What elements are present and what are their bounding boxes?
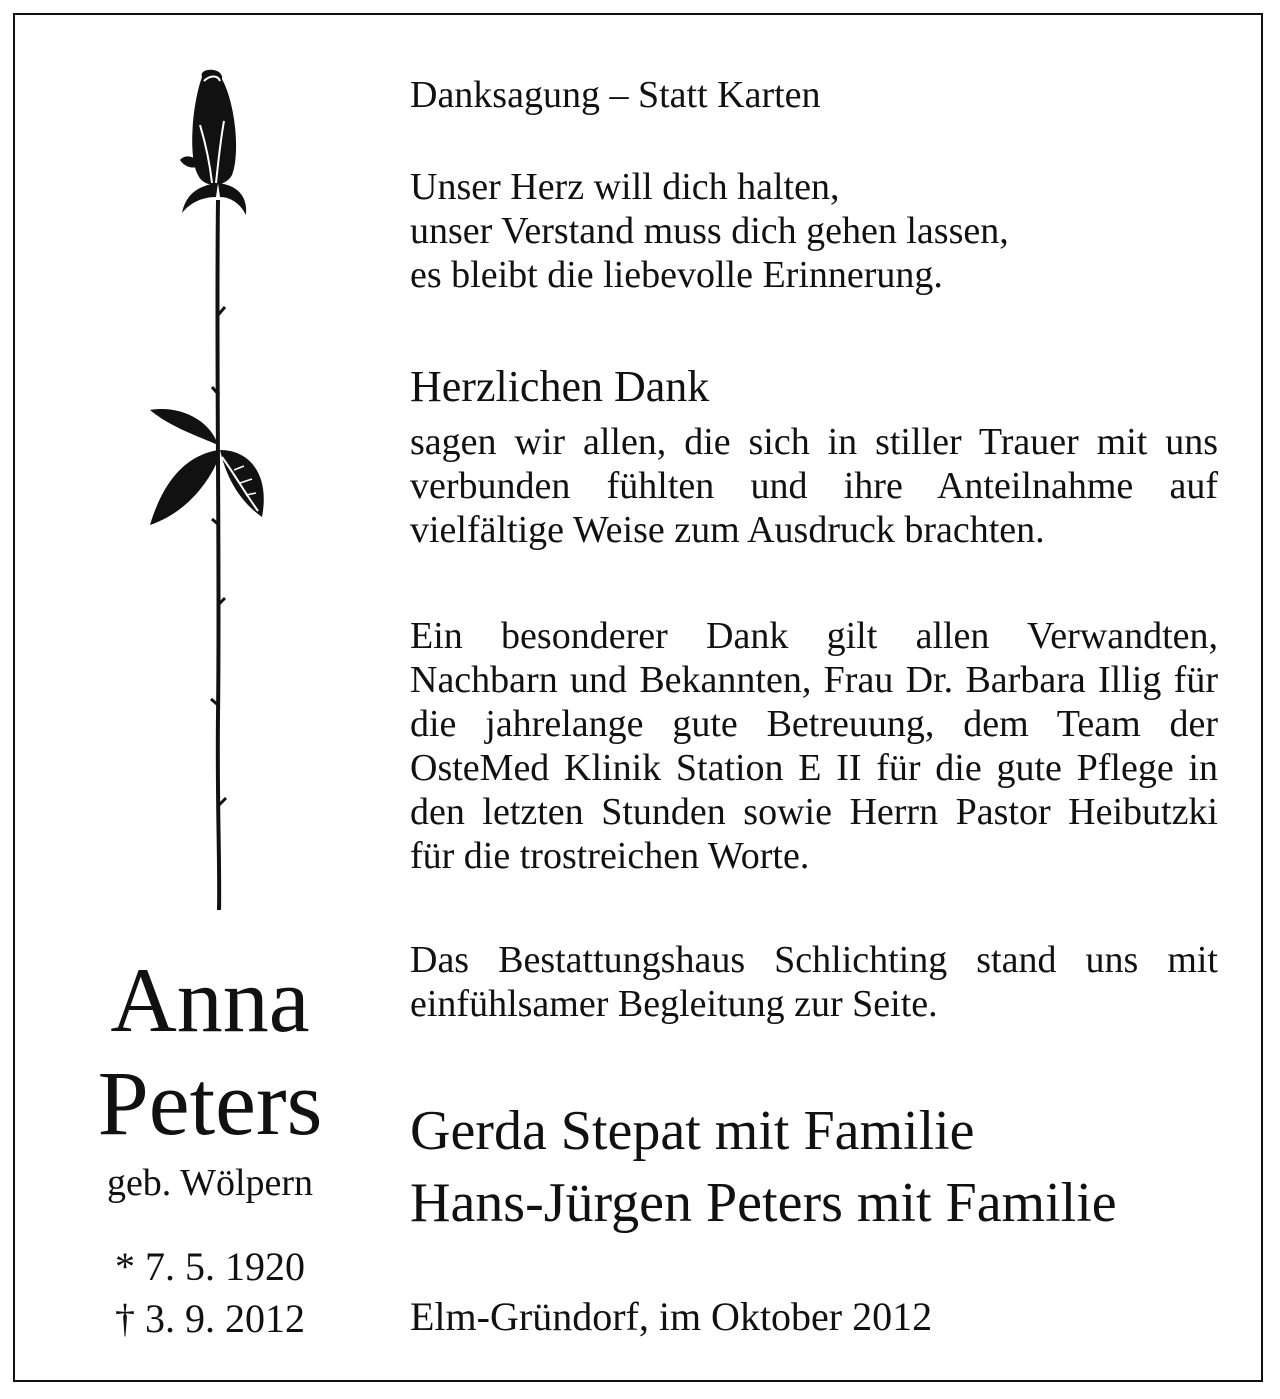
maiden-name: geb. Wölpern: [106, 1162, 314, 1204]
thanks-paragraph-1: sagen wir allen, die sich in stiller Trauer mit uns verbunden fühlten und ihre Anteilnahme auf vielfältige Weise zum Ausdruck brachten.: [410, 421, 1218, 551]
poem-line: Unser Herz will dich halten,: [410, 166, 840, 208]
thanks-title: Herzlichen Dank: [410, 362, 710, 411]
signature-line: Gerda Stepat mit Familie: [410, 1100, 975, 1162]
deceased-first-name: Anna: [110, 949, 310, 1051]
thanks-paragraph-2: Ein besonderer Dank gilt allen Verwandten, Nachbarn und Bekannten, Frau Dr. Barbara Illig für die jahrelange gute Betreuung, dem Team der OsteMed Klinik Station E II für die gute Pflege in den letzten Stunden sowie Herrn Pastor Heibutzki für die trostreichen Worte.: [410, 615, 1218, 877]
poem: [410, 165, 1218, 297]
notice-heading: Danksagung – Statt Karten: [410, 74, 821, 116]
signatures: [410, 1095, 1218, 1239]
poem-line: unser Verstand muss dich gehen lassen,: [410, 210, 1009, 252]
signature-line: Hans-Jürgen Peters mit Familie: [410, 1172, 1117, 1234]
birth-date: * 7. 5. 1920: [115, 1244, 305, 1289]
deceased-last-name: Peters: [97, 1052, 323, 1154]
thanks-paragraph-3: Das Bestattungshaus Schlichting stand uns mit einfühlsamer Begleitung zur Seite.: [410, 939, 1218, 1025]
death-date: † 3. 9. 2012: [115, 1296, 305, 1341]
poem-line: es bleibt die liebevolle Erinnerung.: [410, 254, 943, 296]
rose-icon: [140, 65, 280, 915]
place-date: Elm-Gründorf, im Oktober 2012: [410, 1294, 933, 1339]
